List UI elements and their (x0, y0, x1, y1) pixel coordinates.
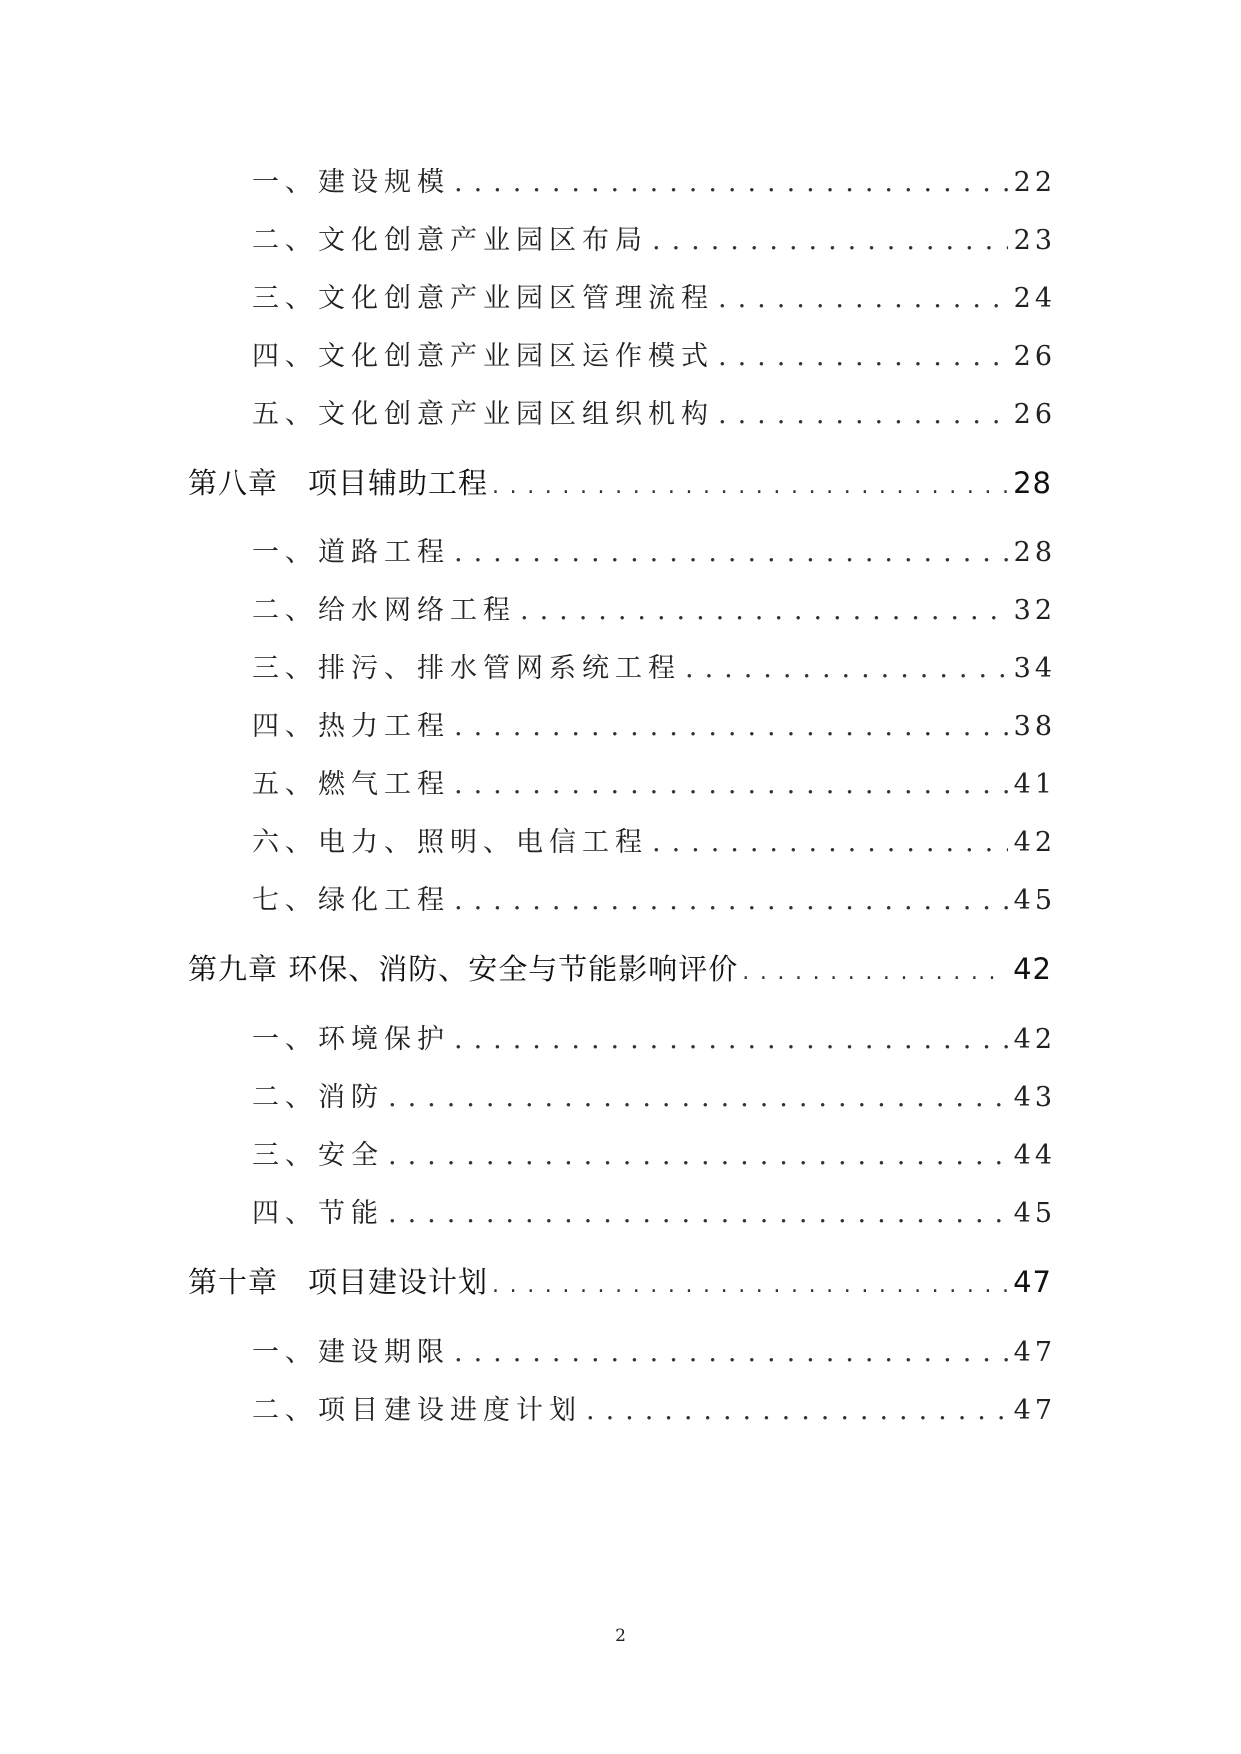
toc-entry[interactable] (252, 276, 1056, 315)
dot-leader (454, 885, 1008, 916)
toc-entry-title: 五、燃气工程 (252, 769, 450, 800)
toc-chapter-title: 第八章 项目辅助工程 (188, 466, 489, 500)
toc-entry-title: 一、建设期限 (252, 1337, 450, 1368)
toc-entry-page: 44 (1013, 1140, 1056, 1171)
toc-entry-title: 三、排污、排水管网系统工程 (252, 653, 681, 684)
dot-leader (718, 399, 1008, 430)
toc-entry[interactable] (252, 218, 1056, 257)
toc-entry-title: 三、文化创意产业园区管理流程 (252, 283, 714, 314)
dot-leader (492, 466, 1007, 500)
toc-entry-page: 26 (1013, 341, 1056, 372)
toc-entry[interactable] (252, 820, 1056, 859)
toc-entry-title: 一、环境保护 (252, 1024, 450, 1055)
toc-entry-title: 二、消防 (252, 1082, 384, 1113)
toc-entry-page: 41 (1013, 769, 1056, 800)
dot-leader (388, 1140, 1008, 1171)
dot-leader (652, 225, 1008, 256)
toc-entry[interactable] (252, 588, 1056, 627)
toc-entry[interactable] (252, 392, 1056, 431)
toc-entry-title: 四、热力工程 (252, 711, 450, 742)
toc-entry-title: 四、文化创意产业园区运作模式 (252, 341, 714, 372)
toc-entry-page: 38 (1013, 711, 1056, 742)
toc-entry-page: 43 (1013, 1082, 1056, 1113)
toc-entry-page: 23 (1013, 225, 1056, 256)
dot-leader (742, 952, 1007, 986)
toc-chapter-page: 42 (1013, 952, 1052, 986)
toc-entry-title: 六、电力、照明、电信工程 (252, 827, 648, 858)
toc-entry[interactable] (252, 878, 1056, 917)
toc-entry-page: 42 (1013, 1024, 1056, 1055)
toc-entry-title: 一、道路工程 (252, 537, 450, 568)
toc-entry-title: 二、文化创意产业园区布局 (252, 225, 648, 256)
toc-entry-page: 42 (1013, 827, 1056, 858)
toc-entry-page: 28 (1013, 537, 1056, 568)
dot-leader (652, 827, 1008, 858)
toc-entry-page: 45 (1013, 885, 1056, 916)
toc-chapter-page: 47 (1013, 1265, 1052, 1299)
toc-entry-page: 47 (1013, 1395, 1056, 1426)
toc-entry[interactable] (252, 1133, 1056, 1172)
toc-chapter-page: 28 (1013, 466, 1052, 500)
toc-entry-page: 47 (1013, 1337, 1056, 1368)
toc-entry-title: 二、项目建设进度计划 (252, 1395, 582, 1426)
toc-entry[interactable] (252, 334, 1056, 373)
toc-entry-title: 七、绿化工程 (252, 885, 450, 916)
dot-leader (454, 537, 1008, 568)
toc-entry[interactable] (252, 1017, 1056, 1056)
toc-entry-page: 24 (1013, 283, 1056, 314)
toc-entry-page: 34 (1013, 653, 1056, 684)
dot-leader (718, 341, 1008, 372)
dot-leader (685, 653, 1008, 684)
toc-entry[interactable] (252, 1330, 1056, 1369)
toc-entry-title: 四、节能 (252, 1198, 384, 1229)
dot-leader (388, 1198, 1008, 1229)
toc-chapter-entry[interactable] (188, 1260, 1052, 1301)
toc-entry[interactable] (252, 704, 1056, 743)
toc-entry-page: 45 (1013, 1198, 1056, 1229)
toc-entry[interactable] (252, 1388, 1056, 1427)
dot-leader (520, 595, 1008, 626)
toc-entry[interactable] (252, 530, 1056, 569)
toc-entry-page: 22 (1013, 167, 1056, 198)
toc-entry-title: 三、安全 (252, 1140, 384, 1171)
toc-entry-page: 32 (1013, 595, 1056, 626)
toc-chapter-entry[interactable] (188, 947, 1052, 988)
toc-entry[interactable] (252, 1191, 1056, 1230)
toc-entry-title: 五、文化创意产业园区组织机构 (252, 399, 714, 430)
toc-entry[interactable] (252, 160, 1056, 199)
toc-entry[interactable] (252, 1075, 1056, 1114)
toc-entry-title: 一、建设规模 (252, 167, 450, 198)
toc-entry-title: 二、给水网络工程 (252, 595, 516, 626)
dot-leader (718, 283, 1008, 314)
toc-chapter-title: 第九章 环保、消防、安全与节能影响评价 (188, 952, 739, 986)
dot-leader (492, 1265, 1007, 1299)
toc-entry-page: 26 (1013, 399, 1056, 430)
dot-leader (454, 167, 1008, 198)
dot-leader (454, 1024, 1008, 1055)
toc-entry[interactable] (252, 762, 1056, 801)
toc-entry[interactable] (252, 646, 1056, 685)
dot-leader (388, 1082, 1008, 1113)
dot-leader (454, 1337, 1008, 1368)
dot-leader (586, 1395, 1008, 1426)
toc-chapter-entry[interactable] (188, 461, 1052, 502)
page-number: 2 (615, 1626, 626, 1646)
toc-chapter-title: 第十章 项目建设计划 (188, 1265, 489, 1299)
dot-leader (454, 711, 1008, 742)
dot-leader (454, 769, 1008, 800)
